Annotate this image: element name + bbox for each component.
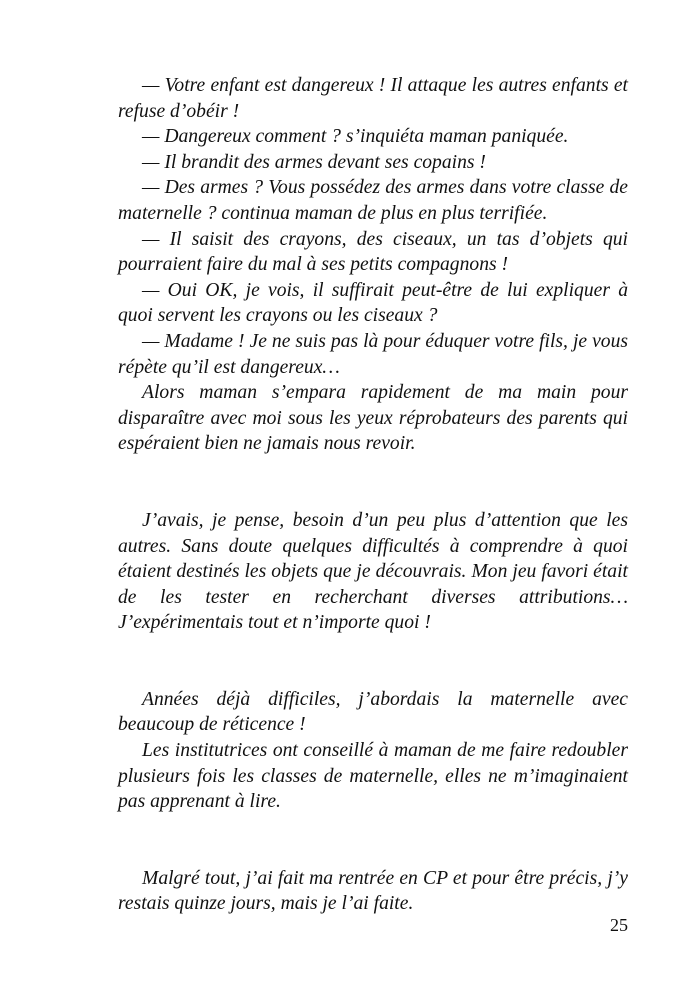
dialogue-line: — Votre enfant est dangereux ! Il attaque les autres enfants et refuse d’obéir ! (118, 75, 628, 122)
narrative-paragraph: Alors maman s’empara rapidement de ma main pour disparaître avec moi sous les yeux réprobateurs des parents qui espéraient bien ne jamais nous revoir. (118, 382, 628, 455)
narrative-paragraph: Malgré tout, j’ai fait ma rentrée en CP et pour être précis, j’y restais quinze jours, mais je l’ai faite. (118, 867, 628, 915)
dialogue-line: — Dangereux comment ? s’inquiéta maman paniquée. (142, 126, 569, 148)
narrative-paragraph: Années déjà difficiles, j’abordais la maternelle avec beaucoup de réticence ! (118, 688, 628, 736)
section-break (118, 636, 628, 687)
page-body (118, 73, 628, 917)
dialogue-line: — Madame ! Je ne suis pas là pour éduquer votre fils, je vous répète qu’il est dangereux… (118, 330, 628, 378)
page-number: 25 (610, 915, 628, 935)
dialogue-line: — Des armes ? Vous possédez des armes dans votre classe de maternelle ? continua maman de plus en plus terrifiée. (118, 177, 628, 224)
section-break (118, 815, 628, 866)
dialogue-line: — Il saisit des crayons, des ciseaux, un tas d’objets qui pourraient faire du mal à ses petits compagnons ! (118, 228, 628, 276)
dialogue-line: — Oui OK, je vois, il suffirait peut-être de lui expliquer à quoi servent les crayons ou les ciseaux ? (118, 279, 628, 327)
dialogue-line: — Il brandit des armes devant ses copains ! (142, 151, 486, 173)
narrative-paragraph: J’avais, je pense, besoin d’un peu plus d’attention que les autres. Sans doute quelques difficultés à comprendre à quoi étaient destinés les objets que je découvrais. Mon jeu favori était de les tester en recherchant diverses attributions… J’expérimentais tout et n’importe quoi ! (118, 509, 628, 634)
section-break (118, 457, 628, 508)
narrative-paragraph: Les institutrices ont conseillé à maman de me faire redoubler plusieurs fois les classes de maternelle, elles ne m’imaginaient pas apprenant à lire. (118, 740, 628, 813)
